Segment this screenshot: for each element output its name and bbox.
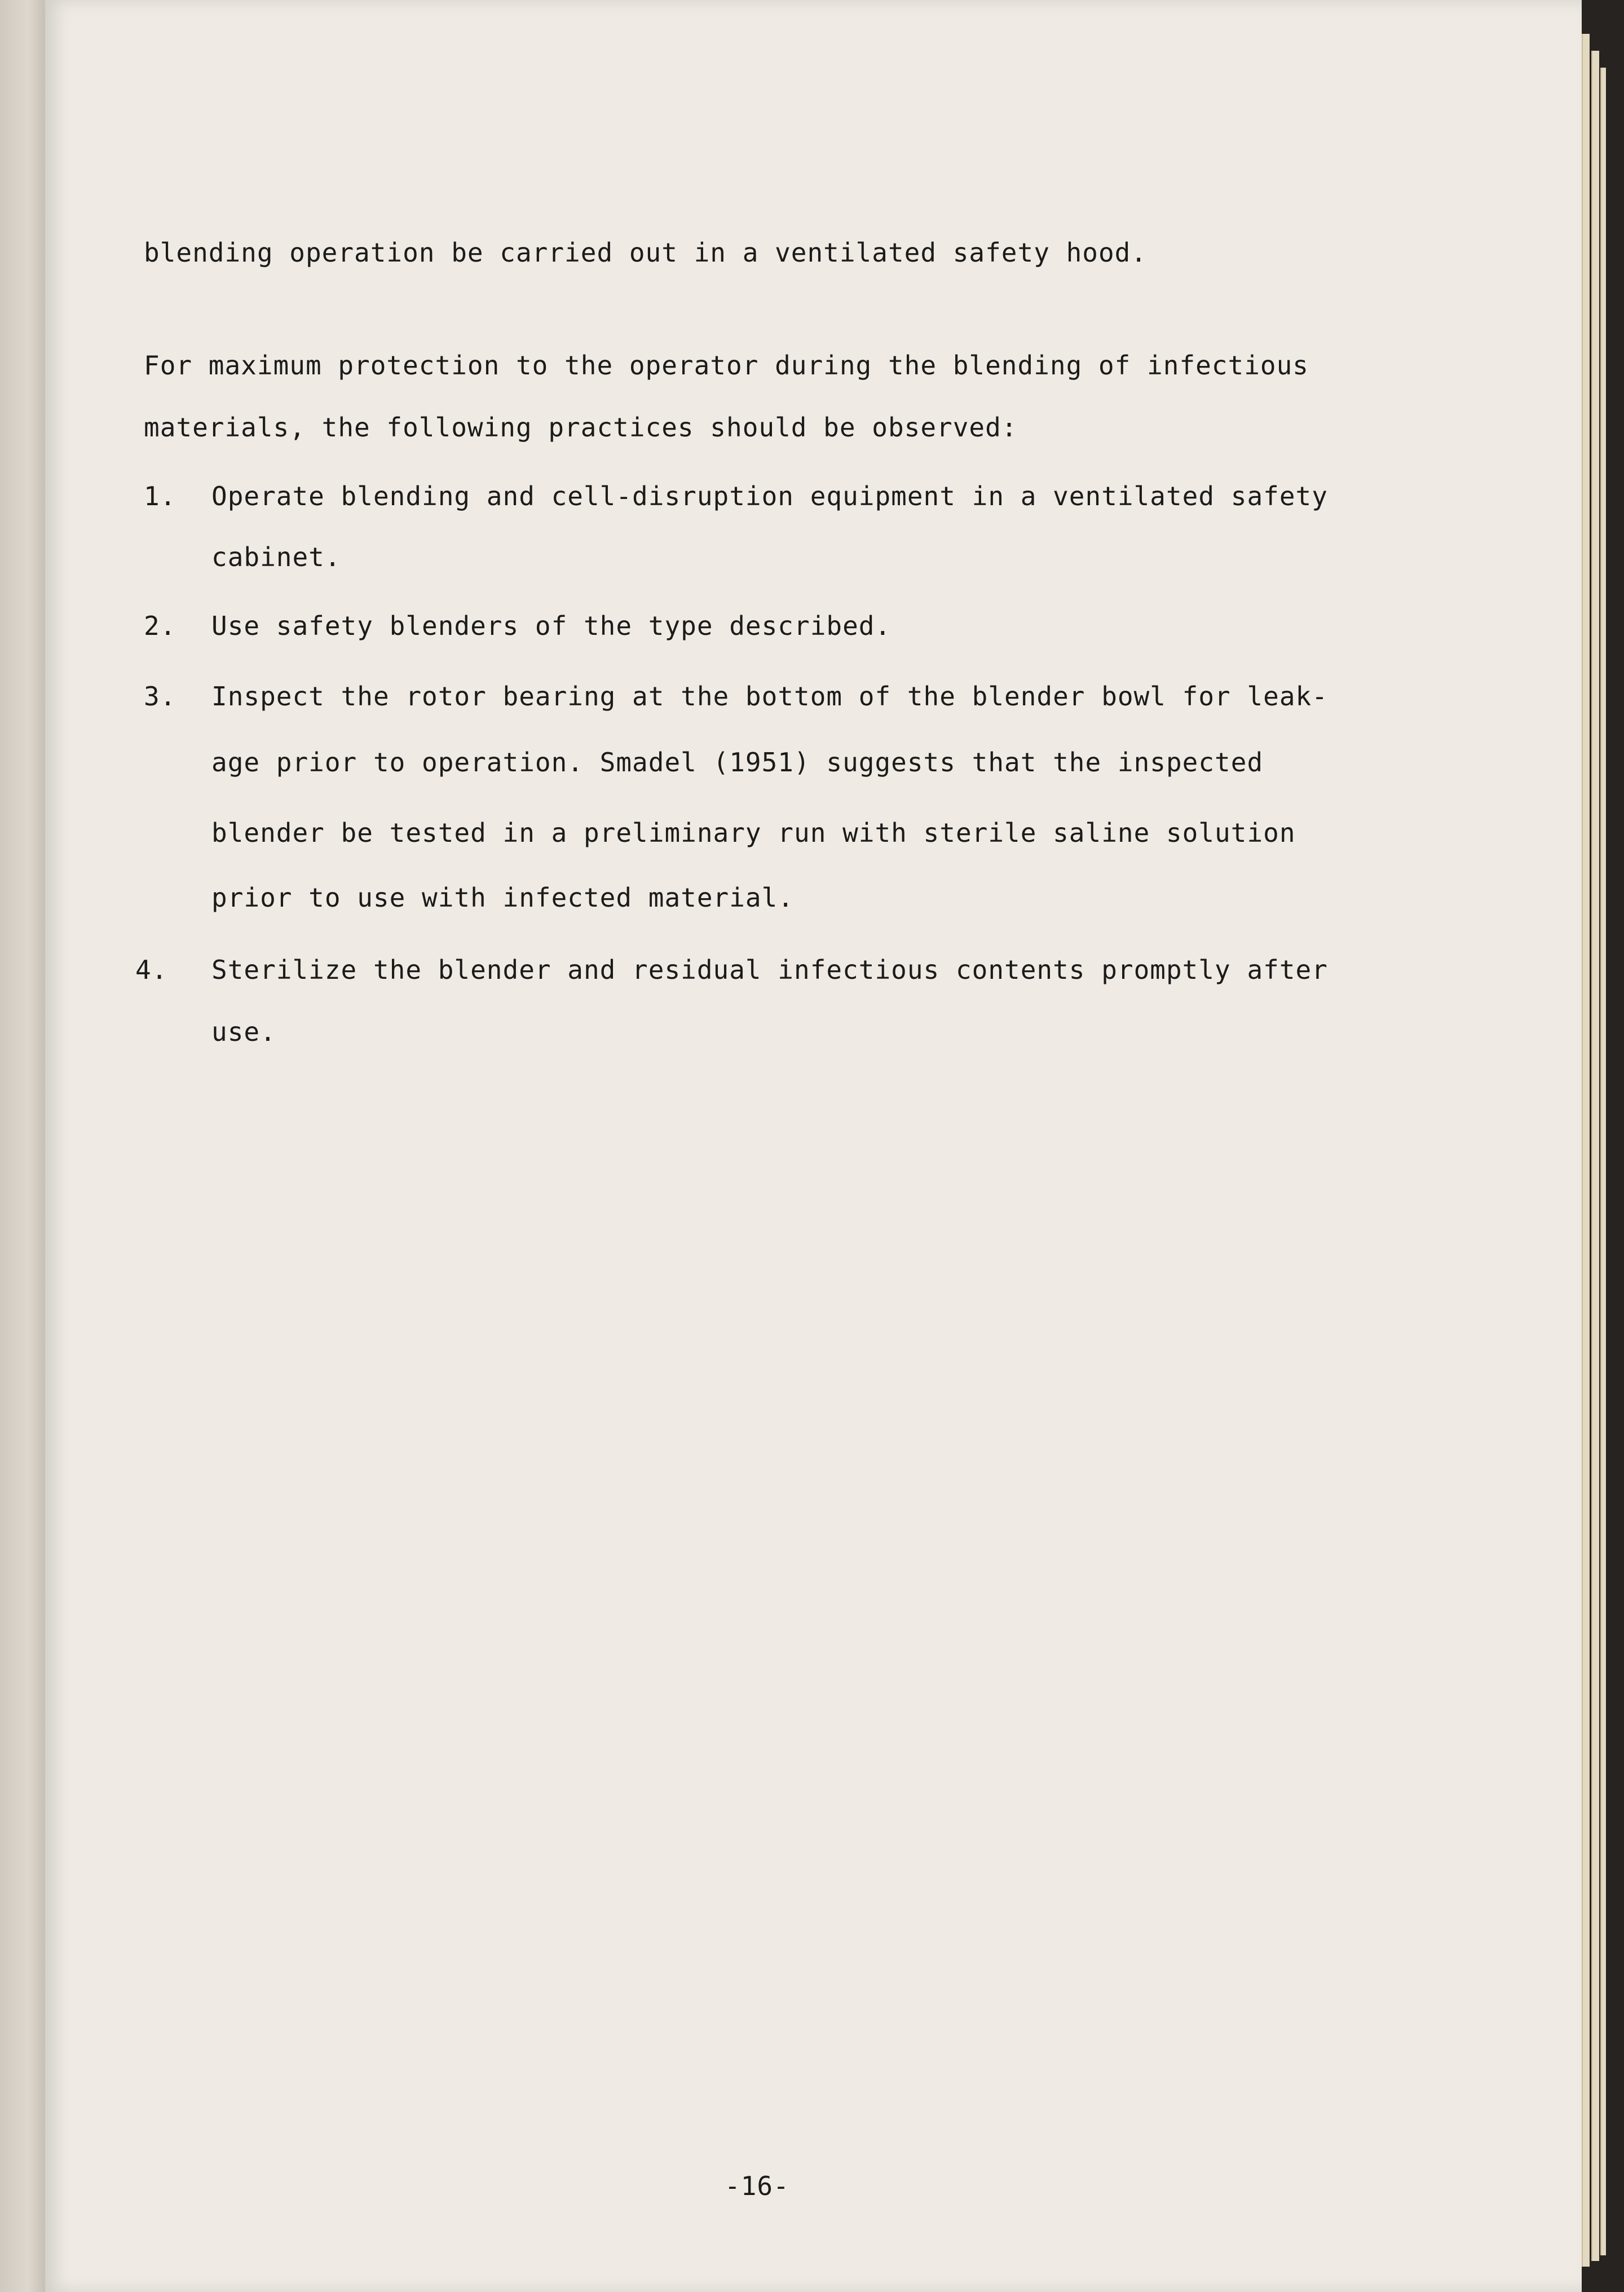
- document-page: [45, 0, 1582, 2292]
- list-item-text: Sterilize the blender and residual infectious contents promptly after: [211, 955, 1328, 985]
- list-item-1: [144, 479, 1384, 513]
- list-item-4: [135, 953, 1376, 987]
- list-number: 4.: [135, 955, 168, 985]
- list-item-continuation: use.: [211, 1017, 276, 1047]
- page-stack-edge: [1582, 34, 1590, 2267]
- list-item-text: Use safety blenders of the type described.: [211, 611, 892, 641]
- page-number: -16-: [725, 2171, 789, 2201]
- list-item-continuation: age prior to operation. Smadel (1951) suggests that the inspected: [211, 747, 1264, 778]
- list-number: 1.: [144, 481, 176, 511]
- list-item-continuation: blender be tested in a preliminary run with sterile saline solution: [211, 818, 1296, 848]
- list-item-continuation: cabinet.: [211, 542, 341, 572]
- page-stack-edge: [1600, 68, 1606, 2255]
- paragraph-line: materials, the following practices should be observed:: [144, 412, 1018, 443]
- list-item-text: Operate blending and cell-disruption equipment in a ventilated safety: [211, 481, 1328, 511]
- intro-line: blending operation be carried out in a ventilated safety hood.: [144, 237, 1148, 268]
- list-item-continuation: prior to use with infected material.: [211, 882, 794, 913]
- paragraph-line: For maximum protection to the operator during the blending of infectious: [144, 350, 1309, 381]
- facing-page-edge: [0, 0, 51, 2292]
- list-item-text: Inspect the rotor bearing at the bottom of the blender bowl for leak-: [211, 681, 1328, 712]
- list-item-3: [144, 679, 1384, 713]
- list-number: 2.: [144, 611, 176, 641]
- list-item-2: [144, 609, 1384, 643]
- page-stack-edge: [1591, 51, 1599, 2261]
- list-number: 3.: [144, 681, 176, 712]
